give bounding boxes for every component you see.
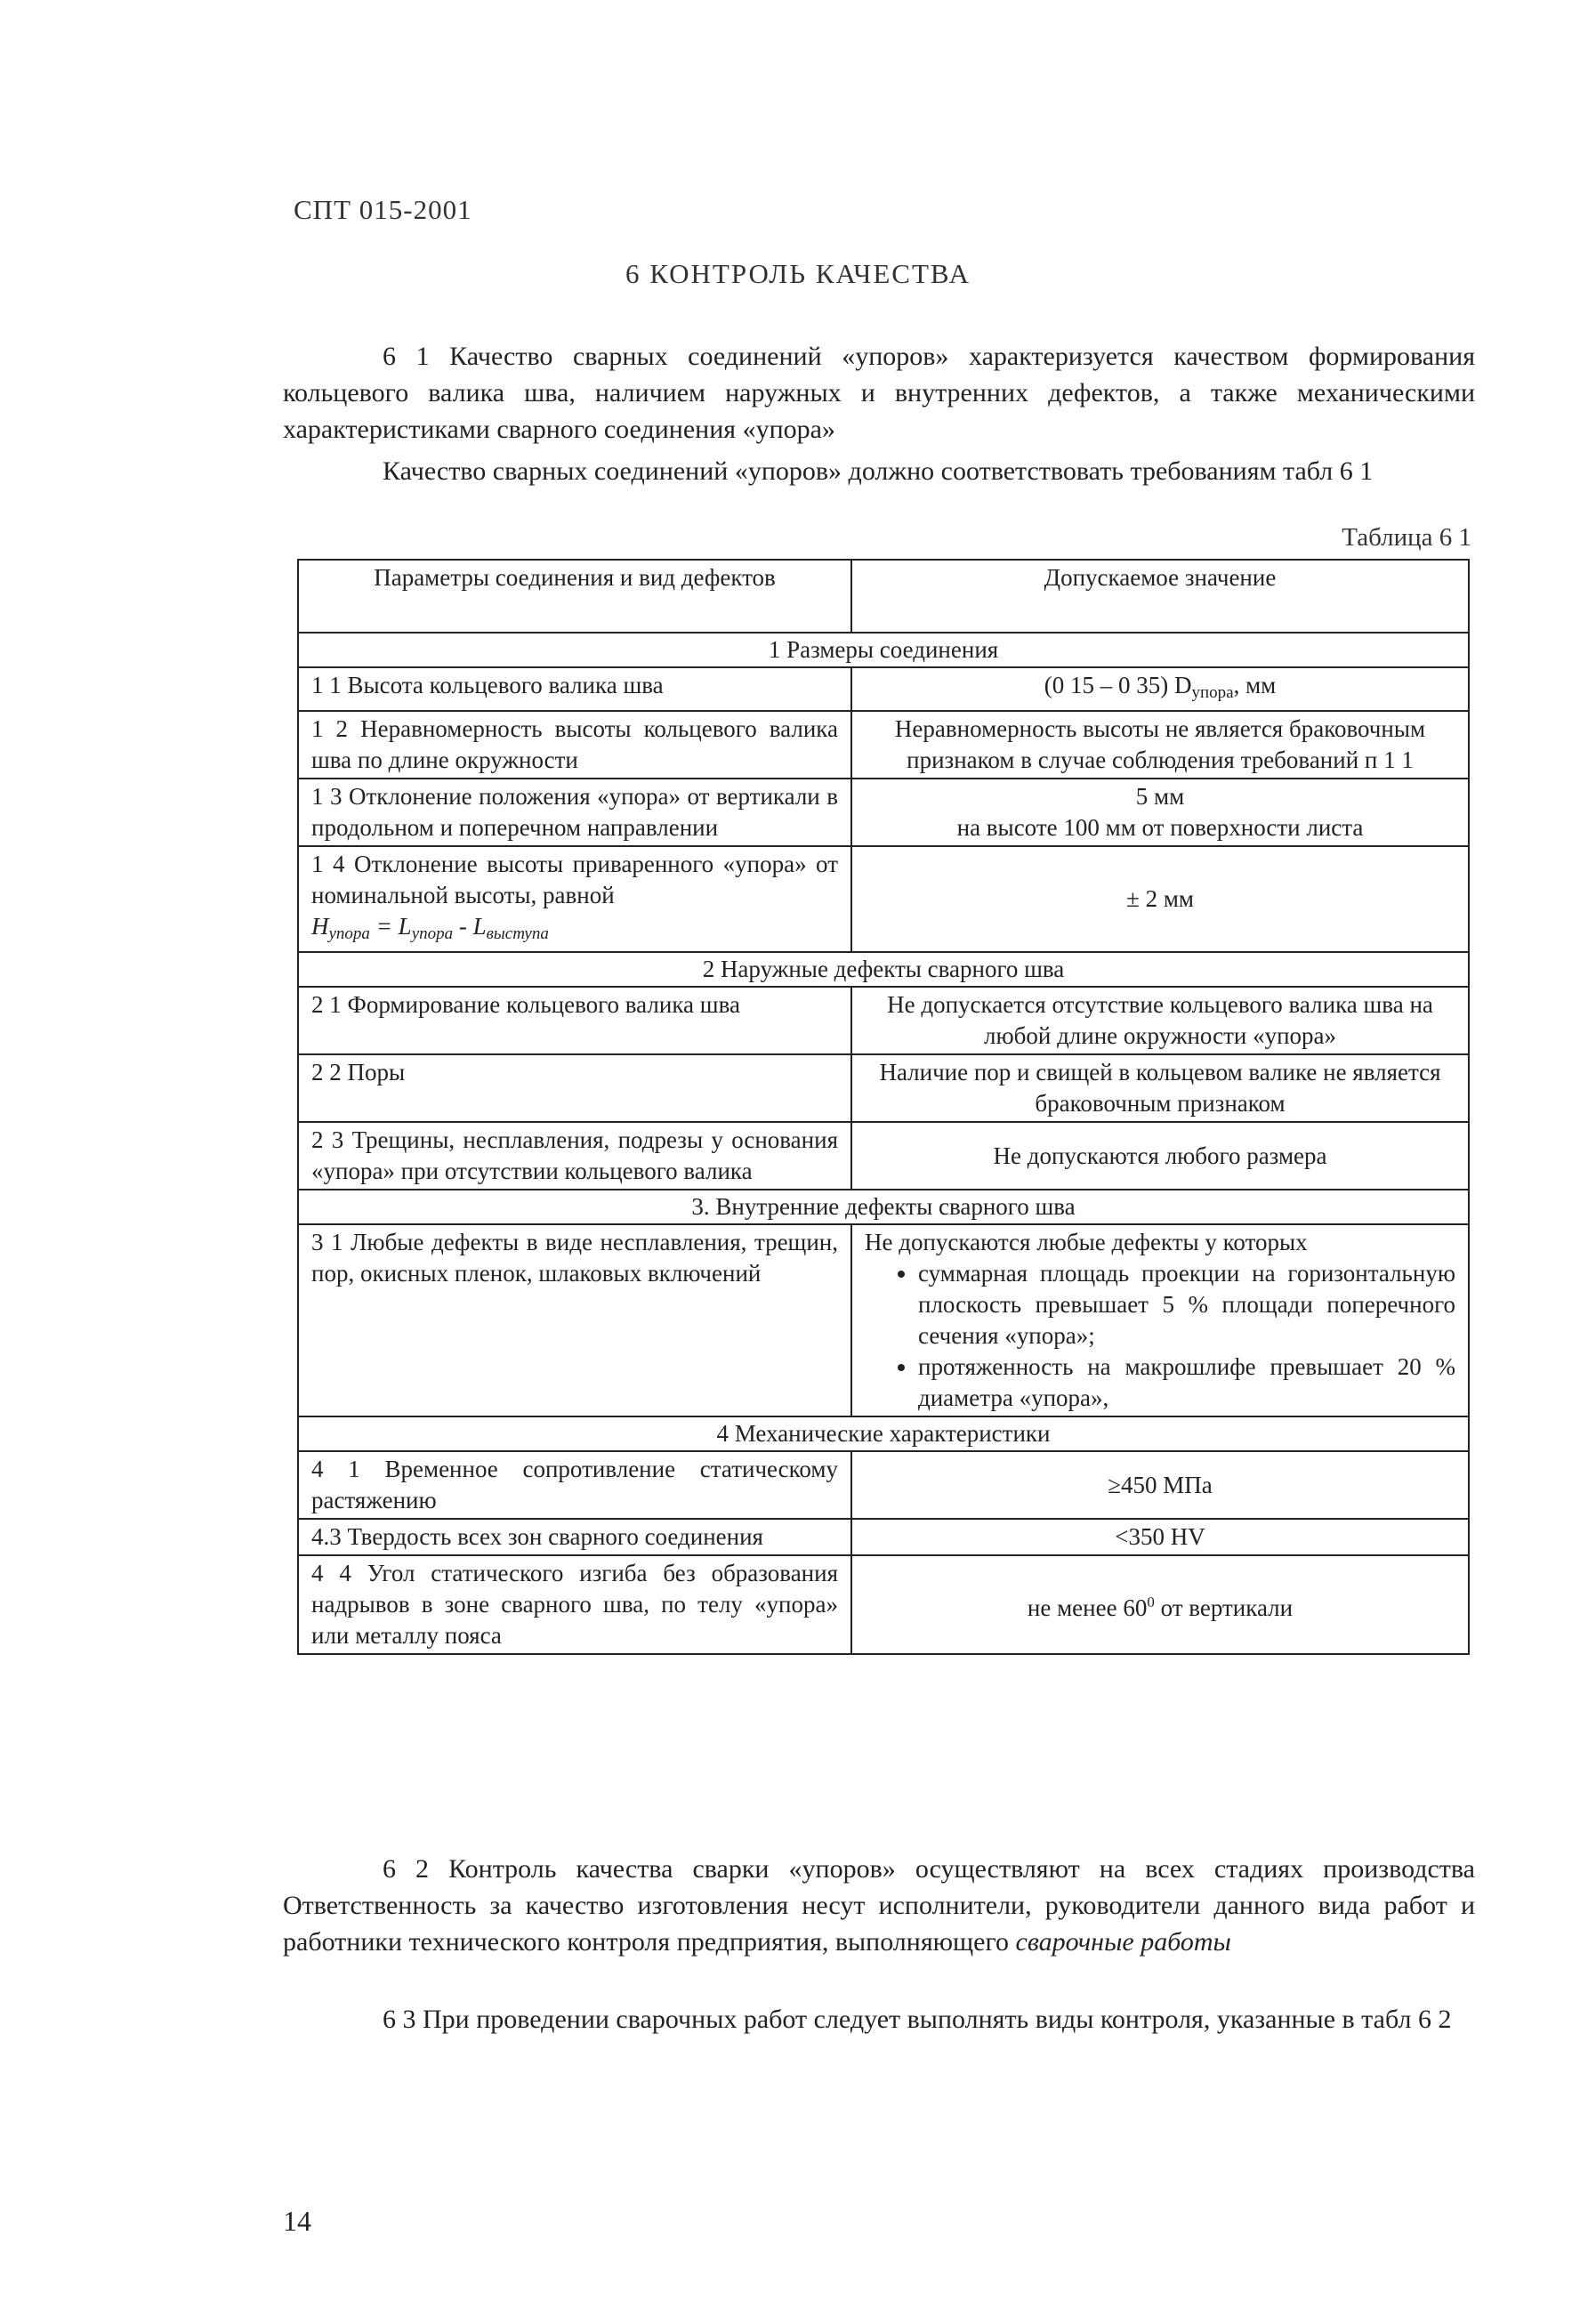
- param-cell: 2 2 Поры: [298, 1054, 851, 1122]
- param-cell: [298, 846, 851, 952]
- param-cell: 3 1 Любые дефекты в виде несплавления, трещин, пор, окисных пленок, шлаковых включений: [298, 1224, 851, 1416]
- param-cell: 4 4 Угол статического изгиба без образования надрывов в зоне сварного шва, по телу «упора» или металлу пояса: [298, 1555, 851, 1654]
- paragraph-6-1-text: 6 1 Качество сварных соединений «упоров» характеризуется качеством формирования кольцевого валика шва, наличием наружных и внутренних дефектов, а также механическими характеристиками сварного соединения «упора»: [283, 342, 1475, 444]
- param-cell: 1 3 Отклонение положения «упора» от вертикали в продольном и поперечном направлении: [298, 779, 851, 846]
- section-dimensions: 1 Размеры соединения: [298, 633, 1469, 667]
- table-header-row: [298, 560, 1469, 633]
- value-cell: [851, 667, 1469, 711]
- document-code: СПТ 015-2001: [294, 194, 472, 225]
- value-cell: Наличие пор и свищей в кольцевом валике не является браковочным признаком: [851, 1054, 1469, 1122]
- table-row: [298, 1555, 1469, 1654]
- table-row: [298, 987, 1469, 1054]
- value-cell: [851, 779, 1469, 846]
- paragraph-6-1-requirements-text: Качество сварных соединений «упоров» должно соответствовать требованиям табл 6 1: [383, 456, 1374, 486]
- value-cell: ± 2 мм: [851, 846, 1469, 952]
- paragraph-6-2: [283, 1851, 1475, 1960]
- value-cell: Неравномерность высоты не является браковочным признаком в случае соблюдения требований п 1 1: [851, 711, 1469, 779]
- table-row: [298, 1224, 1469, 1416]
- header-parameters: Параметры соединения и вид дефектов: [298, 560, 851, 633]
- value-unit: , мм: [1233, 672, 1277, 698]
- param-text: 1 4 Отклонение высоты приваренного «упора» от номинальной высоты, равной: [311, 851, 838, 908]
- paragraph-6-3-text: 6 3 При проведении сварочных работ следует выполнять виды контроля, указанные в табл 6 2: [383, 2005, 1452, 2034]
- section-external-defects: 2 Наружные дефекты сварного шва: [298, 952, 1469, 987]
- table-row: [298, 846, 1469, 952]
- value-cell: Не допускается отсутствие кольцевого валика шва на любой длине окружности «упора»: [851, 987, 1469, 1054]
- value-cell: Не допускаются любого размера: [851, 1122, 1469, 1190]
- criteria-list: [865, 1258, 1455, 1414]
- value-main: (0 15 – 0 35) D: [1044, 672, 1192, 698]
- section-title: 6 КОНТРОЛЬ КАЧЕСТВА: [625, 258, 971, 289]
- section-mechanical: 4 Механические характеристики: [298, 1416, 1469, 1451]
- section-row: [298, 633, 1469, 667]
- value-line-2: на высоте 100 мм от поверхности листа: [956, 814, 1364, 841]
- param-cell: 1 2 Неравномерность высоты кольцевого валика шва по длине окружности: [298, 711, 851, 779]
- paragraph-6-2-italic: сварочные работы: [1015, 1927, 1231, 1957]
- paragraph-6-1: [283, 338, 1475, 448]
- table-caption: Таблица 6 1: [1342, 523, 1471, 552]
- table-row: [298, 711, 1469, 779]
- table-row: [298, 779, 1469, 846]
- list-item: • протяженность на макрошлифе превышает 20 % диаметра «упора»,: [918, 1352, 1455, 1414]
- quality-table: [297, 559, 1470, 1655]
- paragraph-6-1-requirements: [283, 453, 1475, 489]
- value-intro: Не допускаются любые дефекты у которых: [865, 1229, 1308, 1255]
- table-row: [298, 1054, 1469, 1122]
- value-cell: ≥450 МПа: [851, 1451, 1469, 1519]
- value-cell: [851, 1224, 1469, 1416]
- section-internal-defects: 3. Внутренние дефекты сварного шва: [298, 1190, 1469, 1224]
- table-row: [298, 1519, 1469, 1555]
- param-cell: 1 1 Высота кольцевого валика шва: [298, 667, 851, 711]
- param-cell: 2 3 Трещины, несплавления, подрезы у основания «упора» при отсутствии кольцевого валика: [298, 1122, 851, 1190]
- header-allowed-value: Допускаемое значение: [851, 560, 1469, 633]
- value-subscript: упора: [1191, 683, 1234, 702]
- table-row: [298, 1451, 1469, 1519]
- list-item: • суммарная площадь проекции на горизонтальную плоскость превышает 5 % площади поперечного сечения «упора»;: [918, 1258, 1455, 1352]
- section-row: [298, 1190, 1469, 1224]
- table-row: [298, 667, 1469, 711]
- table-row: [298, 1122, 1469, 1190]
- page-number: 14: [283, 2205, 311, 2237]
- paragraph-6-2-text: 6 2 Контроль качества сварки «упоров» осуществляют на всех стадиях производства Ответственность за качество изготовления несут исполнители, руководители данного вида работ и работники технического контроля предприятия, выполняющего: [283, 1854, 1475, 1957]
- value-line-1: 5 мм: [1135, 783, 1185, 810]
- param-cell: 4.3 Твердость всех зон сварного соединения: [298, 1519, 851, 1555]
- paragraph-6-3: [283, 2001, 1475, 2038]
- value-cell: <350 HV: [851, 1519, 1469, 1555]
- section-row: [298, 1416, 1469, 1451]
- param-cell: 2 1 Формирование кольцевого валика шва: [298, 987, 851, 1054]
- value-cell: не менее $60^0$ от вертикали: [851, 1555, 1469, 1654]
- formula: $H_{упора} = L_{упора} - L_{выступа}$: [311, 913, 549, 943]
- param-cell: 4 1 Временное сопротивление статическому растяжению: [298, 1451, 851, 1519]
- section-row: [298, 952, 1469, 987]
